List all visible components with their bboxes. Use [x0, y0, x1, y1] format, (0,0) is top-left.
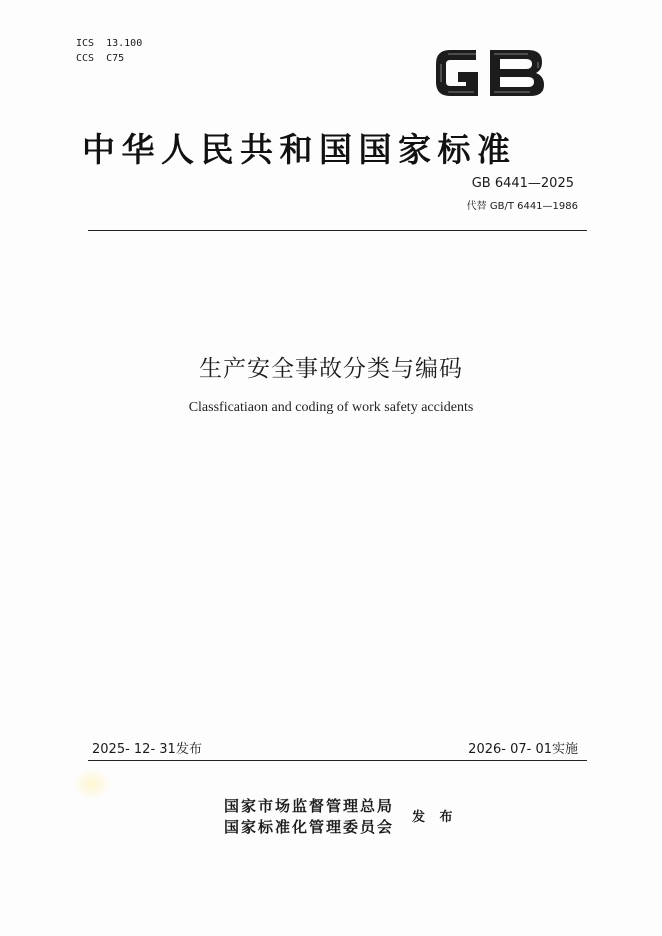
bottom-divider: [88, 760, 587, 761]
ics-code: ICS 13.100: [76, 38, 143, 49]
paper-stain: [72, 768, 112, 800]
publish-date: 2025- 12- 31发布: [92, 742, 202, 757]
replaced-standard: 代替 GB/T 6441—1986: [466, 201, 578, 212]
gb-logo: [428, 40, 552, 106]
classification-codes: [76, 36, 142, 66]
english-title: Classficatiaon and coding of work safety accidents: [188, 400, 474, 415]
chinese-title: 生产安全事故分类与编码: [199, 356, 463, 382]
standard-number: GB 6441—2025: [471, 176, 574, 191]
implementation-date: 2026- 07- 01实施: [468, 742, 578, 757]
national-standard-title: 中华人民共和国国家标准: [82, 130, 517, 169]
top-divider: [88, 230, 587, 231]
issuer-sac: 国家标准化管理委员会: [224, 818, 395, 836]
issue-label: 发 布: [412, 810, 458, 825]
issuer-samr: 国家市场监督管理总局: [224, 797, 395, 815]
ccs-code: CCS C75: [76, 53, 125, 64]
issuing-authorities: [224, 796, 394, 838]
